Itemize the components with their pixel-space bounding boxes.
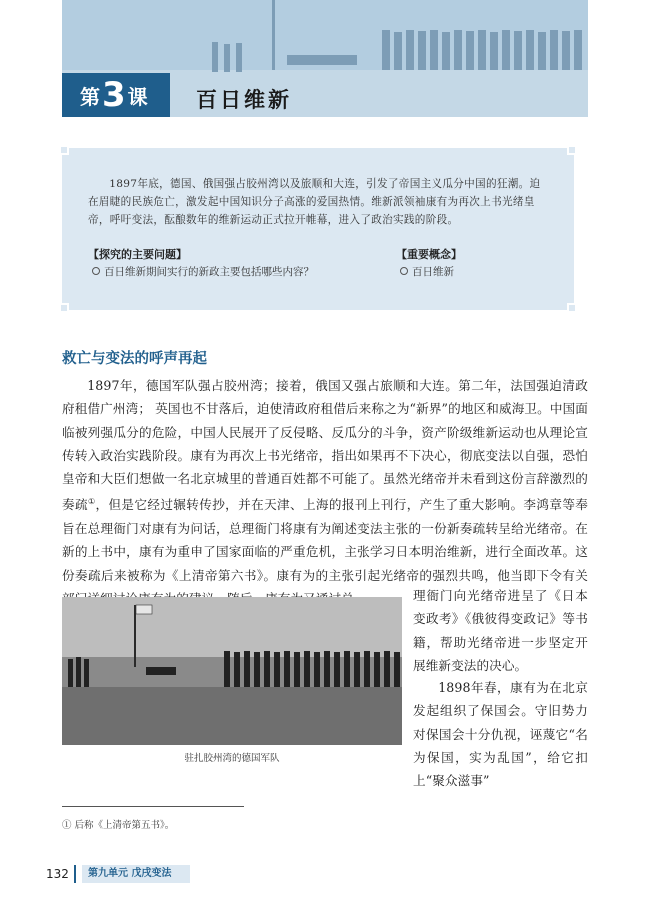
body-paragraph-2: 理衙门向光绪帝进呈了《日本变政考》《俄彼得变政记》等书籍，帮助光绪帝进一步坚定开展维新变法的决心。: [413, 588, 588, 673]
bullet-circle-icon: [400, 267, 408, 275]
lesson-title: 百日维新: [196, 88, 292, 112]
german-troops-photo: [62, 597, 402, 745]
body-text: ，但是它经过辗转传抄，并在天津、上海的报刊上刊行，产生了重大影响。李鸿章等奉旨在总理衙门对康有为问话，总理衙门将康有为阐述变法主张的一份新奏疏转呈给光绪帝。在新的上书中，康有为重申了国家面临的严重危机，主张学习日本明治维新，进行全面改革。这份奏疏后来被称为《上清帝第六书》。康有为的主张引起光绪帝的强烈共鸣，他当即下令有关: [62, 497, 588, 583]
intro-text: 1897年底，德国、俄国强占胶州湾以及旅顺和大连，引发了帝国主义瓜分中国的狂潮。迫在眉睫的民族危亡，激发起中国知识分子高涨的爱国热情。维新派领袖康有为再次上书光绪皇帝，呼吁变法，酝酿数年的维新运动正式拉开帷幕，进入了政治实践的阶段。: [88, 178, 541, 226]
footer-divider: [74, 865, 76, 883]
section-title: 救亡与变法的呼声再起: [62, 351, 207, 367]
bullet-circle-icon: [92, 267, 100, 275]
lesson-number: 3: [102, 75, 126, 115]
lesson-prefix: 第: [80, 84, 100, 109]
body-text: 1897年，德国军队强占胶州湾；接着，俄国又强占旅顺和大连。第二年，法国强迫清政府租借广州湾； 英国也不甘落后，迫使清政府租借后来称之为“新界”的地区和威海卫。中国面临被列强瓜分的危险，中国人民展开了反侵略、反瓜分的斗争，资产阶级维新运动也从理论宣传转入政治实践阶段。康有为再次上书光绪帝，指出如果再不下决心，彻底变法以自强，恐怕皇帝和大臣们想做一名北京城里的普通百姓都不可能了。虽然光绪帝并未看到这份言辞激烈的奏疏: [62, 378, 588, 513]
photo-image: [62, 597, 402, 745]
body-paragraph-1: [62, 374, 588, 610]
questions-heading: 【探究的主要问题】: [88, 248, 187, 261]
body-paragraph-3: 1898年春，康有为在北京发起组织了保国会。守旧势力对保国会十分仇视，诬蔑它“名为保国，实为乱国”，给它扣上“聚众滋事”: [413, 680, 588, 789]
footnote-marker: ①: [87, 497, 96, 507]
concepts-heading: 【重要概念】: [396, 248, 462, 261]
concept-text: 百日维新: [412, 266, 454, 278]
corner-decoration: [567, 145, 577, 155]
question-text: 百日维新期间实行的新政主要包括哪些内容？: [104, 266, 314, 278]
concept-item: [400, 264, 454, 279]
footnote: ① 后称《上清帝第五书》。: [62, 820, 175, 831]
corner-decoration: [59, 303, 69, 313]
unit-label: 第九单元 戊戌变法: [82, 865, 190, 883]
corner-decoration: [59, 145, 69, 155]
footnote-divider: [62, 806, 244, 807]
photo-caption: 驻扎胶州湾的德国军队: [184, 753, 280, 764]
lesson-suffix: 课: [127, 84, 148, 109]
question-item: [92, 264, 314, 279]
lesson-number-badge: [62, 73, 170, 117]
page-number: 132: [46, 867, 69, 881]
corner-decoration: [567, 303, 577, 313]
intro-box: [62, 148, 574, 310]
